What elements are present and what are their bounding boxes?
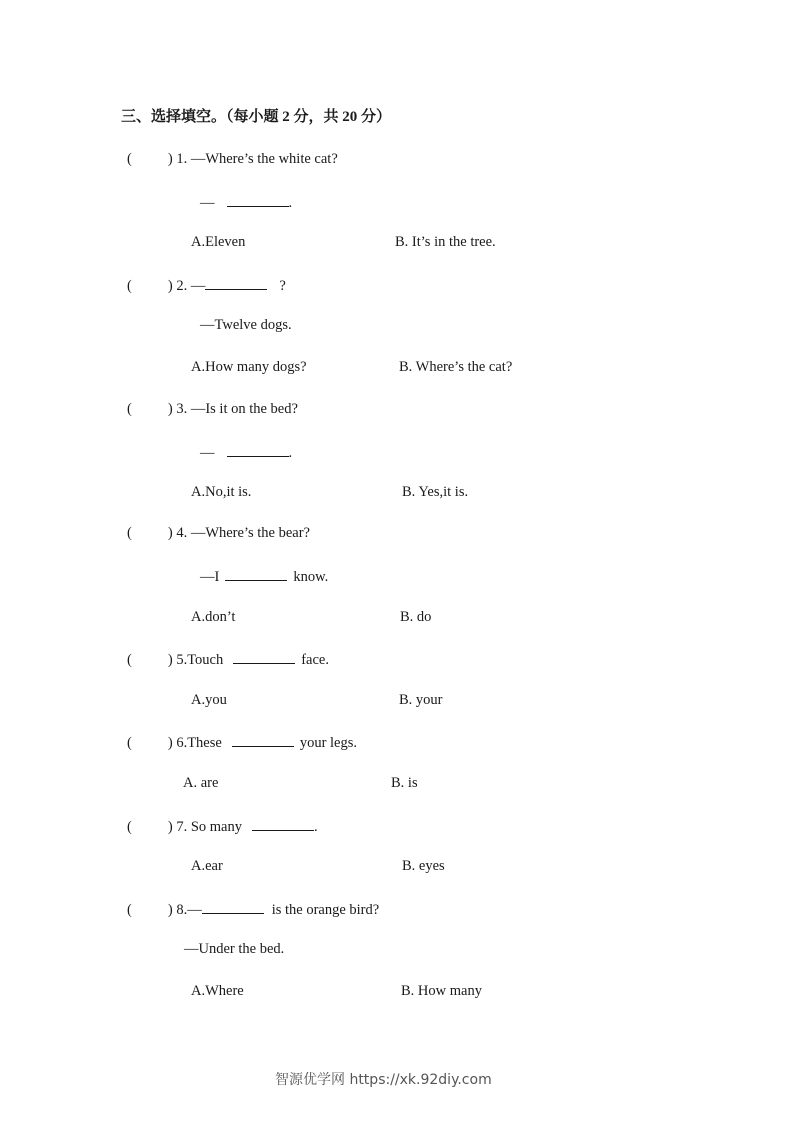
fill-blank[interactable]	[252, 816, 314, 831]
fill-blank[interactable]	[227, 442, 289, 457]
q3-answer-line: — .	[200, 442, 292, 462]
fill-blank[interactable]	[205, 275, 267, 290]
fill-blank[interactable]	[232, 732, 294, 747]
answer-paren-open: (	[127, 151, 132, 167]
q8-answer: —Under the bed.	[184, 941, 285, 957]
q2-option-a: A.How many dogs?	[191, 359, 307, 375]
question-number: 5.	[176, 652, 188, 668]
q2-option-b: B. Where’s the cat?	[399, 359, 513, 375]
question-number: 6.	[176, 735, 188, 751]
q4-option-b: B. do	[400, 609, 432, 625]
question-4: ( ) 4. —Where’s the bear?	[127, 525, 310, 541]
question-number: 2.	[176, 278, 188, 294]
question-3: ( ) 3. —Is it on the bed?	[127, 401, 298, 417]
fill-blank[interactable]	[227, 192, 289, 207]
question-number: 4.	[176, 525, 188, 541]
q6-option-b: B. is	[391, 775, 418, 791]
q3-option-b: B. Yes,it is.	[402, 484, 469, 500]
fill-blank[interactable]	[202, 899, 264, 914]
q1-option-b: B. It’s in the tree.	[395, 234, 496, 250]
q4-option-a: A.don’t	[191, 609, 236, 625]
question-prompt: —Where’s the bear?	[190, 525, 310, 541]
q8-option-b: B. How many	[401, 983, 482, 999]
q7-option-a: A.ear	[191, 858, 223, 874]
question-2: ( ) 2. — ?	[127, 275, 286, 295]
question-8: ( ) 8.— is the orange bird?	[127, 899, 379, 919]
question-prompt: —Where’s the white cat?	[190, 151, 338, 167]
question-number: 7.	[176, 819, 188, 835]
q1-answer-line: — .	[200, 192, 292, 212]
question-number: 3.	[176, 401, 188, 417]
q4-answer-line: —I know.	[200, 566, 328, 586]
fill-blank[interactable]	[233, 649, 295, 664]
q5-option-b: B. your	[399, 692, 443, 708]
q6-option-a: A. are	[183, 775, 219, 791]
question-prompt: —Is it on the bed?	[190, 401, 298, 417]
question-number: 8.	[176, 902, 188, 918]
question-5: ( ) 5.Touch face.	[127, 649, 329, 669]
fill-blank[interactable]	[225, 566, 287, 581]
q5-option-a: A.you	[191, 692, 227, 708]
question-1	[127, 150, 338, 168]
q1-option-a: A.Eleven	[191, 234, 246, 250]
q8-option-a: A.Where	[191, 983, 244, 999]
q3-option-a: A.No,it is.	[191, 484, 252, 500]
question-number: 1.	[176, 151, 188, 167]
section-heading: 三、选择填空。（每小题 2 分，共 20 分）	[121, 109, 392, 125]
q7-option-b: B. eyes	[402, 858, 445, 874]
q2-answer: —Twelve dogs.	[200, 317, 292, 333]
question-6: ( ) 6.These your legs.	[127, 732, 357, 752]
footer-watermark: 智源优学网 https://xk.92diy.com	[275, 1072, 492, 1088]
question-7: ( ) 7. So many .	[127, 816, 318, 836]
answer-paren-close: )	[167, 151, 173, 167]
